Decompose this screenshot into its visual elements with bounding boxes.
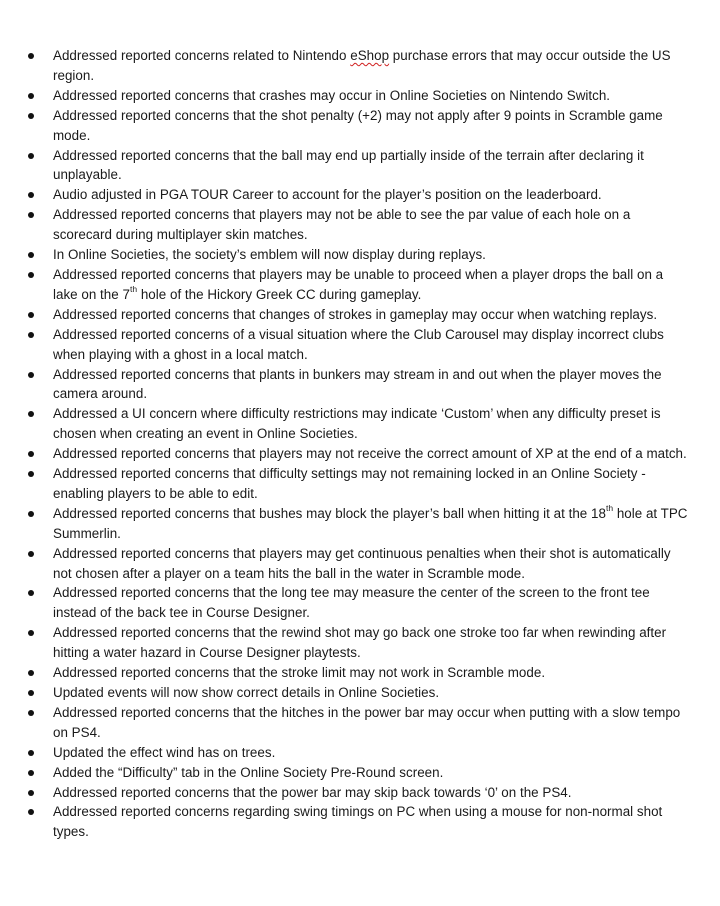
list-item	[0, 365, 720, 405]
list-item	[0, 265, 720, 305]
bullet-icon	[28, 332, 34, 338]
bullet-icon	[28, 252, 34, 258]
list-item	[0, 583, 720, 623]
list-item-text: Addressed reported concerns that the shot penalty (+2) may not apply after 9 points in Scramble game mode.	[53, 107, 663, 143]
list-item	[0, 245, 720, 265]
bullet-icon	[28, 53, 34, 59]
list-item	[0, 544, 720, 584]
bullet-icon	[28, 551, 34, 557]
bullet-icon	[28, 770, 34, 776]
bullet-icon	[28, 411, 34, 417]
bullet-icon	[28, 511, 34, 517]
list-item	[0, 763, 720, 783]
list-item-text: Updated events will now show correct details in Online Societies.	[53, 685, 440, 700]
bullet-icon	[28, 93, 34, 99]
list-item	[0, 802, 720, 842]
list-item	[0, 404, 720, 444]
list-item-text: Addressed a UI concern where difficulty restrictions may indicate ‘Custom’ when any difficulty preset is chosen when creating an event in Online Societies.	[53, 406, 661, 442]
list-item-text: Addressed reported concerns that players may get continuous penalties when their shot is automatically not chosen after a player on a team hits the ball in the water in Scramble mode.	[53, 545, 671, 581]
list-item-text: Addressed reported concerns that difficulty settings may not remaining locked in an Online Society - enabling players to be able to edit.	[53, 466, 646, 501]
bullet-icon	[28, 312, 34, 318]
list-item	[0, 146, 720, 186]
list-item	[0, 86, 720, 106]
list-item-text: hole at TPC Summerlin.	[53, 505, 688, 541]
list-item	[0, 623, 720, 663]
list-item	[0, 325, 720, 365]
list-item-text: Addressed reported concerns that crashes may occur in Online Societies on Nintendo Switch.	[53, 87, 611, 103]
list-item-text: Added the “Difficulty” tab in the Online Society Pre-Round screen.	[53, 764, 444, 780]
bullet-icon	[28, 192, 34, 198]
list-item-text: Addressed reported concerns that players may not receive the correct amount of XP at the end of a match.	[53, 446, 687, 462]
bullet-icon	[28, 590, 34, 596]
list-item-text: Addressed reported concerns that players may not be able to see the par value of each hole on a scorecard during multiplayer skin matches.	[53, 207, 631, 243]
list-item	[0, 464, 720, 504]
list-item	[0, 106, 720, 146]
list-item-text: hole of the Hickory Greek CC during gameplay.	[137, 286, 422, 302]
list-item-text: Addressed reported concerns that the long tee may measure the center of the screen to the front tee instead of the back tee in Course Designer.	[53, 585, 650, 621]
list-item-text: Addressed reported concerns that the rewind shot may go back one stroke too far when rewinding after hitting a water hazard in Course Designer playtests.	[53, 625, 667, 661]
bullet-icon	[28, 630, 34, 636]
bullet-icon	[28, 153, 34, 159]
list-item	[0, 743, 720, 763]
list-item	[0, 444, 720, 464]
list-item-text: Addressed reported concerns that the power bar may skip back towards ‘0’ on the PS4.	[53, 784, 572, 800]
list-item-text: Addressed reported concerns that players may be unable to proceed when a player drops the ball on a lake on the 7	[53, 266, 664, 302]
list-item-text: Addressed reported concerns that plants in bunkers may stream in and out when the player moves the camera around.	[53, 366, 662, 402]
list-item-text: Addressed reported concerns related to Nintendo	[53, 48, 351, 63]
bullet-icon	[28, 212, 34, 218]
ordinal-superscript: th	[129, 284, 138, 295]
spellcheck-flagged-word: eShop	[350, 48, 390, 63]
list-item-text: Audio adjusted in PGA TOUR Career to account for the player’s position on the leaderboard.	[53, 187, 602, 203]
bullet-icon	[28, 113, 34, 119]
patch-notes-list	[0, 46, 720, 842]
list-item-text: Updated the effect wind has on trees.	[53, 744, 276, 760]
bullet-icon	[28, 809, 34, 815]
list-item-text: Addressed reported concerns that bushes may block the player’s ball when hitting it at the 18	[53, 505, 606, 521]
bullet-icon	[28, 372, 34, 378]
list-item-text: Addressed reported concerns that changes of strokes in gameplay may occur when watching replays.	[53, 306, 658, 322]
bullet-icon	[28, 690, 34, 696]
bullet-icon	[28, 750, 34, 756]
list-item-text: Addressed reported concerns that the stroke limit may not work in Scramble mode.	[53, 665, 546, 681]
list-item	[0, 504, 720, 544]
list-item	[0, 46, 720, 86]
list-item	[0, 683, 720, 703]
bullet-icon	[28, 670, 34, 676]
list-item	[0, 663, 720, 683]
list-item	[0, 185, 720, 205]
list-item-text: Addressed reported concerns of a visual situation where the Club Carousel may display incorrect clubs when playing with a ghost in a local match.	[53, 326, 664, 362]
list-item	[0, 205, 720, 245]
list-item-text: Addressed reported concerns that the ball may end up partially inside of the terrain after declaring it unplayable.	[53, 147, 644, 183]
list-item-text: Addressed reported concerns that the hitches in the power bar may occur when putting with a slow tempo on PS4.	[53, 704, 681, 740]
bullet-icon	[28, 471, 34, 477]
list-item	[0, 703, 720, 743]
bullet-icon	[28, 451, 34, 457]
list-item-text: Addressed reported concerns regarding swing timings on PC when using a mouse for non-normal shot types.	[53, 804, 663, 840]
bullet-icon	[28, 790, 34, 796]
bullet-icon	[28, 272, 34, 278]
list-item-text: purchase errors that may occur outside the US region.	[53, 48, 671, 83]
bullet-icon	[28, 710, 34, 716]
list-item-text: In Online Societies, the society’s emblem will now display during replays.	[53, 247, 486, 263]
ordinal-superscript: th	[605, 503, 614, 514]
list-item	[0, 305, 720, 325]
list-item	[0, 783, 720, 803]
